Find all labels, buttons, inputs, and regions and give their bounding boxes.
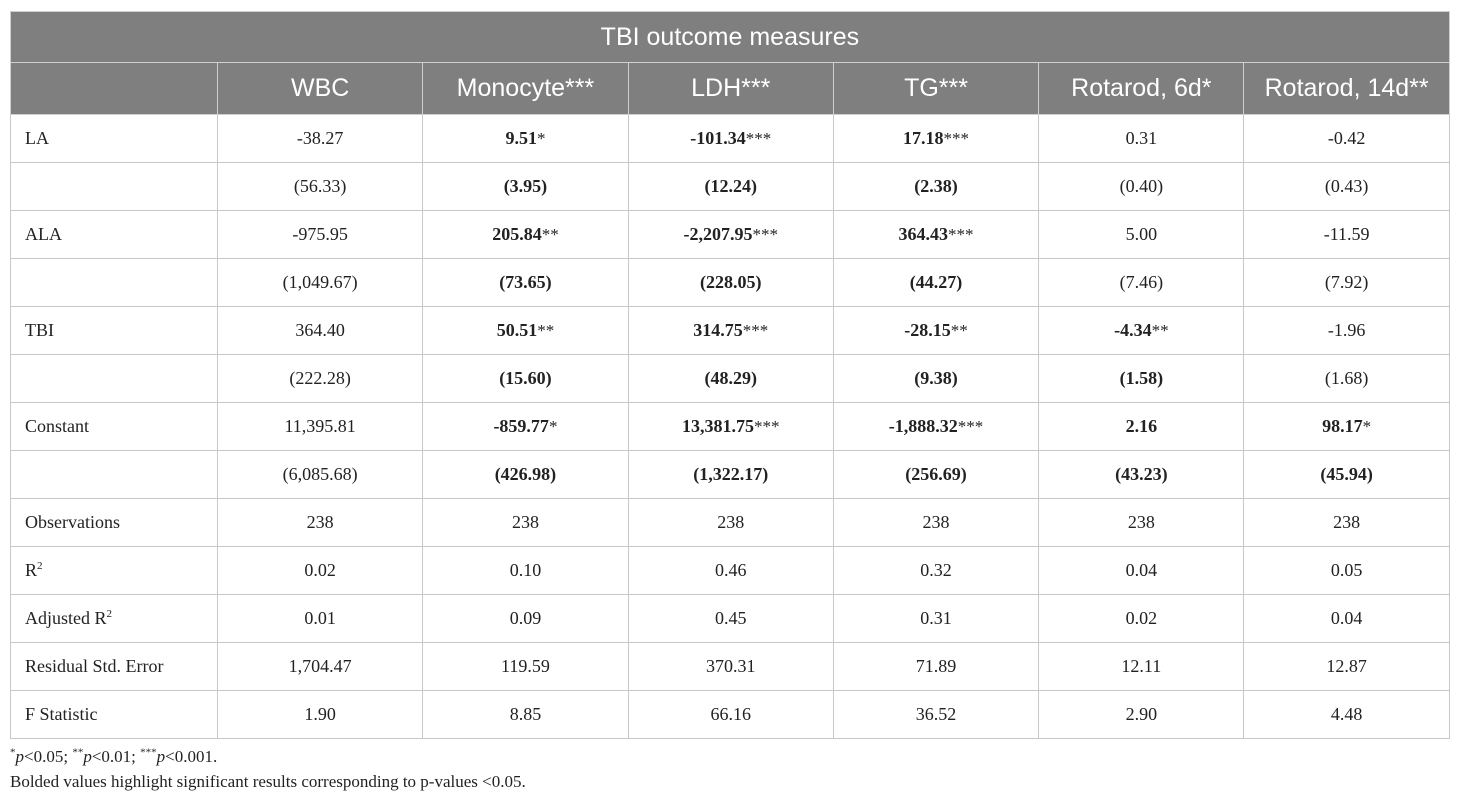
significance-stars: ** bbox=[537, 321, 555, 340]
table-cell: 12.87 bbox=[1244, 643, 1449, 691]
table-cell: -2,207.95*** bbox=[628, 211, 833, 259]
table-cell: (15.60) bbox=[423, 355, 628, 403]
regression-table bbox=[10, 11, 1450, 739]
column-header-row bbox=[11, 63, 1450, 115]
table-cell: -11.59 bbox=[1244, 211, 1449, 259]
row-label bbox=[11, 259, 218, 307]
table-cell: 71.89 bbox=[833, 643, 1038, 691]
row-label: Adjusted $R^2$ bbox=[11, 595, 218, 643]
table-cell: 0.01 bbox=[218, 595, 423, 643]
table-cell: (9.38) bbox=[833, 355, 1038, 403]
table-cell: 0.02 bbox=[1039, 595, 1244, 643]
row-label bbox=[11, 355, 218, 403]
table-cell: 238 bbox=[1039, 499, 1244, 547]
table-cell: (1.68) bbox=[1244, 355, 1449, 403]
table-row bbox=[11, 403, 1450, 451]
table-cell: -101.34*** bbox=[628, 115, 833, 163]
column-header: Rotarod, 6d* bbox=[1039, 63, 1244, 115]
table-cell: 4.48 bbox=[1244, 691, 1449, 739]
table-cell: 0.32 bbox=[833, 547, 1038, 595]
table-cell: 2.90 bbox=[1039, 691, 1244, 739]
table-cell: (45.94) bbox=[1244, 451, 1449, 499]
significance-stars: *** bbox=[745, 129, 772, 148]
table-cell: 0.46 bbox=[628, 547, 833, 595]
table-cell: 364.40 bbox=[218, 307, 423, 355]
table-cell: 1,704.47 bbox=[218, 643, 423, 691]
table-cell: -1.96 bbox=[1244, 307, 1449, 355]
table-cell: 238 bbox=[628, 499, 833, 547]
row-label-superscript: 2 bbox=[106, 608, 113, 620]
table-row bbox=[11, 595, 1450, 643]
table-cell: (43.23) bbox=[1039, 451, 1244, 499]
table-cell: 1.90 bbox=[218, 691, 423, 739]
table-row bbox=[11, 451, 1450, 499]
table-cell: (73.65) bbox=[423, 259, 628, 307]
table-cell: (222.28) bbox=[218, 355, 423, 403]
table-cell: 370.31 bbox=[628, 643, 833, 691]
table-cell: (228.05) bbox=[628, 259, 833, 307]
significance-stars: * bbox=[1362, 417, 1372, 436]
table-cell: 11,395.81 bbox=[218, 403, 423, 451]
table-cell: 314.75*** bbox=[628, 307, 833, 355]
significance-stars: *** bbox=[957, 417, 984, 436]
table-cell: (44.27) bbox=[833, 259, 1038, 307]
table-cell: (7.46) bbox=[1039, 259, 1244, 307]
table-cell: (256.69) bbox=[833, 451, 1038, 499]
table-cell: 0.31 bbox=[1039, 115, 1244, 163]
table-cell: 238 bbox=[423, 499, 628, 547]
table-cell: (3.95) bbox=[423, 163, 628, 211]
significance-stars: *** bbox=[943, 129, 970, 148]
table-row bbox=[11, 691, 1450, 739]
significance-stars: ** bbox=[1151, 321, 1169, 340]
table-cell: 205.84** bbox=[423, 211, 628, 259]
table-cell: 364.43*** bbox=[833, 211, 1038, 259]
row-label bbox=[11, 451, 218, 499]
table-cell: 0.04 bbox=[1244, 595, 1449, 643]
table-cell: 0.10 bbox=[423, 547, 628, 595]
table-cell: 238 bbox=[1244, 499, 1449, 547]
table-row bbox=[11, 499, 1450, 547]
table-cell: (0.40) bbox=[1039, 163, 1244, 211]
row-label: TBI bbox=[11, 307, 218, 355]
table-cell: 9.51* bbox=[423, 115, 628, 163]
significance-stars: *** bbox=[753, 417, 780, 436]
table-row bbox=[11, 547, 1450, 595]
table-cell: (1,049.67) bbox=[218, 259, 423, 307]
table-row bbox=[11, 163, 1450, 211]
table-cell: (1.58) bbox=[1039, 355, 1244, 403]
table-cell: 66.16 bbox=[628, 691, 833, 739]
table-cell: 13,381.75*** bbox=[628, 403, 833, 451]
table-cell: (7.92) bbox=[1244, 259, 1449, 307]
column-header: Rotarod, 14d** bbox=[1244, 63, 1449, 115]
significance-stars: *** bbox=[948, 225, 974, 244]
table-cell: 2.16 bbox=[1039, 403, 1244, 451]
table-cell: (0.43) bbox=[1244, 163, 1449, 211]
table-cell: 5.00 bbox=[1039, 211, 1244, 259]
table-cell: (1,322.17) bbox=[628, 451, 833, 499]
table-cell: 36.52 bbox=[833, 691, 1038, 739]
table-cell: 0.45 bbox=[628, 595, 833, 643]
significance-stars: ** bbox=[541, 225, 559, 244]
row-label: ALA bbox=[11, 211, 218, 259]
table-cell: 238 bbox=[218, 499, 423, 547]
significance-stars: ** bbox=[950, 321, 968, 340]
table-cell: (56.33) bbox=[218, 163, 423, 211]
row-label: $R^2$ bbox=[11, 547, 218, 595]
row-label-superscript: 2 bbox=[37, 560, 43, 572]
table-cell: 50.51** bbox=[423, 307, 628, 355]
table-cell: 119.59 bbox=[423, 643, 628, 691]
table-cell: 8.85 bbox=[423, 691, 628, 739]
row-label: LA bbox=[11, 115, 218, 163]
table-cell: 0.02 bbox=[218, 547, 423, 595]
table-cell: -0.42 bbox=[1244, 115, 1449, 163]
column-header: TG*** bbox=[833, 63, 1038, 115]
table-row bbox=[11, 355, 1450, 403]
significance-stars: *** bbox=[742, 321, 769, 340]
table-cell: 0.04 bbox=[1039, 547, 1244, 595]
table-cell: (12.24) bbox=[628, 163, 833, 211]
significance-stars: * bbox=[536, 129, 546, 148]
regression-table-container bbox=[10, 11, 1449, 739]
table-cell: -975.95 bbox=[218, 211, 423, 259]
table-cell: 98.17* bbox=[1244, 403, 1449, 451]
table-body bbox=[11, 115, 1450, 739]
bold-note: Bolded values highlight significant results corresponding to p-values <0.05. bbox=[10, 772, 526, 791]
column-header-blank bbox=[11, 63, 218, 115]
column-header: LDH*** bbox=[628, 63, 833, 115]
table-cell: (48.29) bbox=[628, 355, 833, 403]
table-row bbox=[11, 115, 1450, 163]
table-cell: -28.15** bbox=[833, 307, 1038, 355]
table-cell: -859.77* bbox=[423, 403, 628, 451]
table-cell: -38.27 bbox=[218, 115, 423, 163]
table-cell: (2.38) bbox=[833, 163, 1038, 211]
table-row bbox=[11, 307, 1450, 355]
table-cell: -1,888.32*** bbox=[833, 403, 1038, 451]
table-row bbox=[11, 259, 1450, 307]
row-label: Constant bbox=[11, 403, 218, 451]
row-label: Observations bbox=[11, 499, 218, 547]
significance-stars: * bbox=[548, 417, 558, 436]
row-label: Residual Std. Error bbox=[11, 643, 218, 691]
row-label bbox=[11, 163, 218, 211]
table-cell: (426.98) bbox=[423, 451, 628, 499]
table-cell: 238 bbox=[833, 499, 1038, 547]
column-header: Monocyte*** bbox=[423, 63, 628, 115]
table-footnotes bbox=[10, 744, 526, 794]
table-cell: -4.34** bbox=[1039, 307, 1244, 355]
significance-note: *p<0.05; **p<0.01; ***p<0.001. bbox=[10, 746, 218, 766]
table-row bbox=[11, 643, 1450, 691]
table-cell: 17.18*** bbox=[833, 115, 1038, 163]
column-header: WBC bbox=[218, 63, 423, 115]
table-title: TBI outcome measures bbox=[11, 12, 1450, 63]
row-label: F Statistic bbox=[11, 691, 218, 739]
table-cell: 0.05 bbox=[1244, 547, 1449, 595]
table-cell: (6,085.68) bbox=[218, 451, 423, 499]
table-row bbox=[11, 211, 1450, 259]
table-cell: 12.11 bbox=[1039, 643, 1244, 691]
significance-stars: *** bbox=[752, 225, 778, 244]
table-cell: 0.31 bbox=[833, 595, 1038, 643]
table-cell: 0.09 bbox=[423, 595, 628, 643]
